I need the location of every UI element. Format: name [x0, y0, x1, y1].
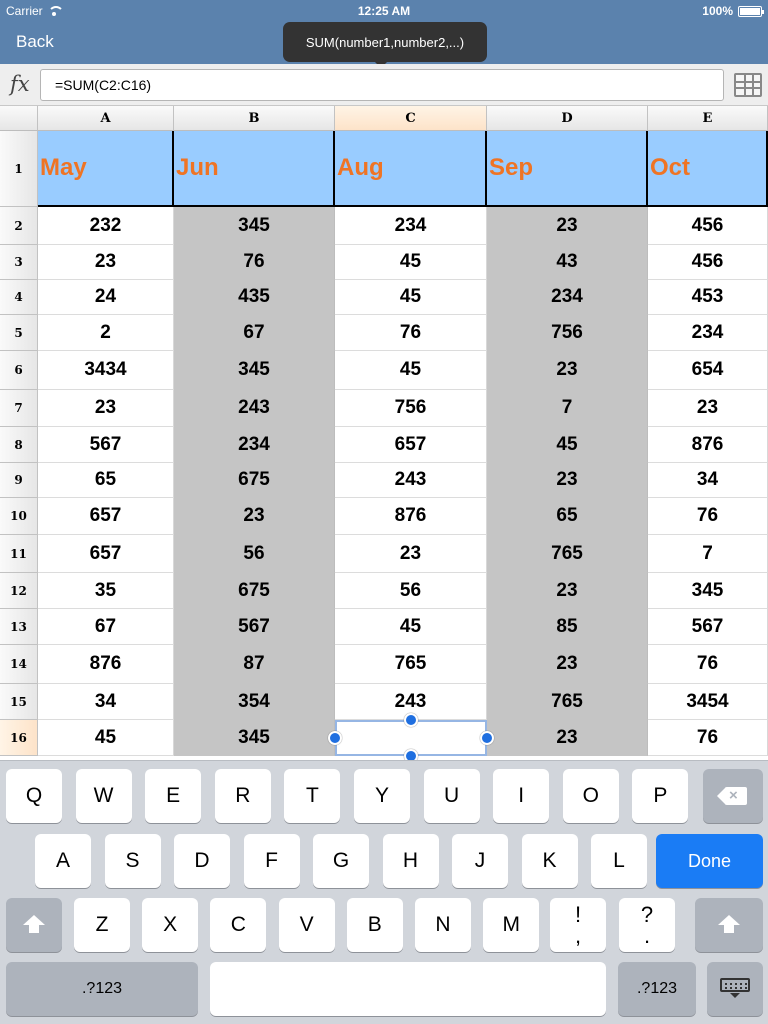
- cell-a8[interactable]: 567: [38, 427, 174, 463]
- row-header[interactable]: 3: [0, 245, 38, 280]
- cell-e3[interactable]: 456: [648, 245, 768, 280]
- cell-a2[interactable]: 232: [38, 207, 174, 245]
- key-bottom-symbol: ,: [574, 923, 582, 948]
- cell-b3[interactable]: 76: [174, 245, 335, 280]
- row-header[interactable]: 14: [0, 645, 38, 684]
- cell-b12[interactable]: 675: [174, 573, 335, 609]
- cell-c15[interactable]: 243: [335, 684, 487, 720]
- cell-a10[interactable]: 657: [38, 498, 174, 535]
- column-header-c[interactable]: C: [335, 106, 487, 131]
- column-header-e[interactable]: E: [648, 106, 768, 131]
- cell-e2[interactable]: 456: [648, 207, 768, 245]
- cell-d13[interactable]: 85: [487, 609, 648, 645]
- key-t[interactable]: T: [284, 769, 340, 823]
- key-c[interactable]: C: [210, 898, 266, 952]
- keyboard-dismiss-icon: [720, 978, 750, 1000]
- row-header[interactable]: 12: [0, 573, 38, 609]
- cell-b2[interactable]: 345: [174, 207, 335, 245]
- row-header[interactable]: 4: [0, 280, 38, 315]
- cell-b5[interactable]: 67: [174, 315, 335, 351]
- key-p[interactable]: P: [632, 769, 688, 823]
- header-cell[interactable]: Jun: [174, 131, 335, 207]
- backspace-key[interactable]: [703, 769, 763, 823]
- cell-c8[interactable]: 657: [335, 427, 487, 463]
- function-tooltip: SUM(number1,number2,...): [283, 22, 487, 62]
- cell-c12[interactable]: 56: [335, 573, 487, 609]
- back-button[interactable]: Back: [16, 32, 54, 51]
- spreadsheet-grid[interactable]: [0, 106, 768, 760]
- row-header[interactable]: 11: [0, 535, 38, 573]
- cell-b16[interactable]: 345: [174, 720, 335, 756]
- key-g[interactable]: G: [313, 834, 369, 888]
- cell-e11[interactable]: 7: [648, 535, 768, 573]
- cell-d16[interactable]: 23: [487, 720, 648, 756]
- shift-key-right[interactable]: [695, 898, 763, 952]
- cell-b13[interactable]: 567: [174, 609, 335, 645]
- formula-bar: [0, 64, 768, 106]
- cell-d5[interactable]: 756: [487, 315, 648, 351]
- sheet-grid-icon[interactable]: [734, 73, 762, 97]
- header-cell[interactable]: Oct: [648, 131, 768, 207]
- cell-c14[interactable]: 765: [335, 645, 487, 684]
- cell-b8[interactable]: 234: [174, 427, 335, 463]
- key-k[interactable]: K: [522, 834, 578, 888]
- cell-d2[interactable]: 23: [487, 207, 648, 245]
- status-bar: [0, 0, 768, 22]
- cell-e12[interactable]: 345: [648, 573, 768, 609]
- cell-c11[interactable]: 23: [335, 535, 487, 573]
- row-header[interactable]: 2: [0, 207, 38, 245]
- cell-d3[interactable]: 43: [487, 245, 648, 280]
- cell-e9[interactable]: 34: [648, 463, 768, 498]
- key-n[interactable]: N: [415, 898, 471, 952]
- cell-d8[interactable]: 45: [487, 427, 648, 463]
- column-header-b[interactable]: B: [174, 106, 335, 131]
- carrier-label: Carrier: [6, 4, 43, 18]
- key-h[interactable]: H: [383, 834, 439, 888]
- selection-handle-top[interactable]: [404, 713, 418, 727]
- cell-e14[interactable]: 76: [648, 645, 768, 684]
- numbers-key-left[interactable]: .?123: [6, 962, 198, 1016]
- key-y[interactable]: Y: [354, 769, 410, 823]
- battery-icon: [738, 6, 762, 17]
- cell-e8[interactable]: 876: [648, 427, 768, 463]
- cell-d7[interactable]: 7: [487, 390, 648, 427]
- selection-handle-left[interactable]: [328, 731, 342, 745]
- row-header[interactable]: 5: [0, 315, 38, 351]
- exclaim-comma-key[interactable]: [550, 898, 606, 952]
- navigation-bar: [0, 0, 768, 64]
- cell-c6[interactable]: 45: [335, 351, 487, 390]
- row-header[interactable]: 10: [0, 498, 38, 535]
- cell-c7[interactable]: 756: [335, 390, 487, 427]
- cell-c4[interactable]: 45: [335, 280, 487, 315]
- cell-b7[interactable]: 243: [174, 390, 335, 427]
- cell-c2[interactable]: 234: [335, 207, 487, 245]
- key-f[interactable]: F: [244, 834, 300, 888]
- cell-b4[interactable]: 435: [174, 280, 335, 315]
- cell-a14[interactable]: 876: [38, 645, 174, 684]
- row-header[interactable]: 15: [0, 684, 38, 720]
- header-cell[interactable]: May: [38, 131, 174, 207]
- column-header-a[interactable]: A: [38, 106, 174, 131]
- cell-d10[interactable]: 65: [487, 498, 648, 535]
- cell-a13[interactable]: 67: [38, 609, 174, 645]
- key-r[interactable]: R: [215, 769, 271, 823]
- space-key[interactable]: [210, 962, 606, 1016]
- key-s[interactable]: S: [105, 834, 161, 888]
- numbers-key-right[interactable]: .?123: [618, 962, 696, 1016]
- key-e[interactable]: E: [145, 769, 201, 823]
- row-header[interactable]: 8: [0, 427, 38, 463]
- cell-a12[interactable]: 35: [38, 573, 174, 609]
- key-l[interactable]: L: [591, 834, 647, 888]
- cell-a11[interactable]: 657: [38, 535, 174, 573]
- row-header[interactable]: 16: [0, 720, 38, 756]
- key-m[interactable]: M: [483, 898, 539, 952]
- row-header[interactable]: 9: [0, 463, 38, 498]
- selection-handle-right[interactable]: [480, 731, 494, 745]
- row-header[interactable]: 1: [0, 131, 38, 207]
- selection-handle-bottom[interactable]: [404, 749, 418, 760]
- cell-b11[interactable]: 56: [174, 535, 335, 573]
- cell-c5[interactable]: 76: [335, 315, 487, 351]
- cell-e5[interactable]: 234: [648, 315, 768, 351]
- key-z[interactable]: Z: [74, 898, 130, 952]
- cell-e4[interactable]: 453: [648, 280, 768, 315]
- fx-icon: fx: [10, 72, 30, 96]
- key-q[interactable]: Q: [6, 769, 62, 823]
- cell-e7[interactable]: 23: [648, 390, 768, 427]
- row-header[interactable]: 13: [0, 609, 38, 645]
- cell-a9[interactable]: 65: [38, 463, 174, 498]
- shift-key-left[interactable]: [6, 898, 62, 952]
- cell-a3[interactable]: 23: [38, 245, 174, 280]
- formula-input[interactable]: [40, 69, 724, 101]
- cell-d14[interactable]: 23: [487, 645, 648, 684]
- shift-icon: [23, 915, 45, 935]
- shift-icon: [718, 915, 740, 935]
- key-j[interactable]: J: [452, 834, 508, 888]
- key-x[interactable]: X: [142, 898, 198, 952]
- grid-corner[interactable]: [0, 106, 38, 131]
- key-o[interactable]: O: [563, 769, 619, 823]
- row-header[interactable]: 7: [0, 390, 38, 427]
- clock: 12:25 AM: [357, 4, 411, 18]
- column-header-d[interactable]: D: [487, 106, 648, 131]
- cell-c10[interactable]: 876: [335, 498, 487, 535]
- key-top-symbol: ?: [640, 902, 654, 927]
- key-v[interactable]: V: [279, 898, 335, 952]
- cell-d11[interactable]: 765: [487, 535, 648, 573]
- cell-e6[interactable]: 654: [648, 351, 768, 390]
- key-w[interactable]: W: [76, 769, 132, 823]
- cell-a7[interactable]: 23: [38, 390, 174, 427]
- battery-percent: 100%: [702, 4, 733, 18]
- key-b[interactable]: B: [347, 898, 403, 952]
- cell-c3[interactable]: 45: [335, 245, 487, 280]
- cell-a16[interactable]: 45: [38, 720, 174, 756]
- cell-c13[interactable]: 45: [335, 609, 487, 645]
- cell-b10[interactable]: 23: [174, 498, 335, 535]
- dismiss-keyboard-key[interactable]: [707, 962, 763, 1016]
- cell-b14[interactable]: 87: [174, 645, 335, 684]
- cell-a6[interactable]: 3434: [38, 351, 174, 390]
- cell-d4[interactable]: 234: [487, 280, 648, 315]
- key-i[interactable]: I: [493, 769, 549, 823]
- cell-d12[interactable]: 23: [487, 573, 648, 609]
- key-a[interactable]: A: [35, 834, 91, 888]
- header-cell[interactable]: Sep: [487, 131, 648, 207]
- key-top-symbol: !: [574, 902, 582, 927]
- key-u[interactable]: U: [424, 769, 480, 823]
- cell-b9[interactable]: 675: [174, 463, 335, 498]
- cell-a5[interactable]: 2: [38, 315, 174, 351]
- cell-d9[interactable]: 23: [487, 463, 648, 498]
- cell-e15[interactable]: 3454: [648, 684, 768, 720]
- key-bottom-symbol: .: [643, 923, 651, 948]
- cell-d15[interactable]: 765: [487, 684, 648, 720]
- cell-d6[interactable]: 23: [487, 351, 648, 390]
- backspace-icon: ×: [717, 785, 749, 807]
- battery-group: [702, 4, 762, 18]
- key-d[interactable]: D: [174, 834, 230, 888]
- cell-e13[interactable]: 567: [648, 609, 768, 645]
- question-period-key[interactable]: [619, 898, 675, 952]
- cell-b15[interactable]: 354: [174, 684, 335, 720]
- cell-b6[interactable]: 345: [174, 351, 335, 390]
- cell-a4[interactable]: 24: [38, 280, 174, 315]
- cell-e10[interactable]: 76: [648, 498, 768, 535]
- done-key[interactable]: Done: [656, 834, 763, 888]
- cell-e16[interactable]: 76: [648, 720, 768, 756]
- cell-a15[interactable]: 34: [38, 684, 174, 720]
- row-header[interactable]: 6: [0, 351, 38, 390]
- header-cell[interactable]: Aug: [335, 131, 487, 207]
- cell-c9[interactable]: 243: [335, 463, 487, 498]
- on-screen-keyboard: [0, 760, 768, 1024]
